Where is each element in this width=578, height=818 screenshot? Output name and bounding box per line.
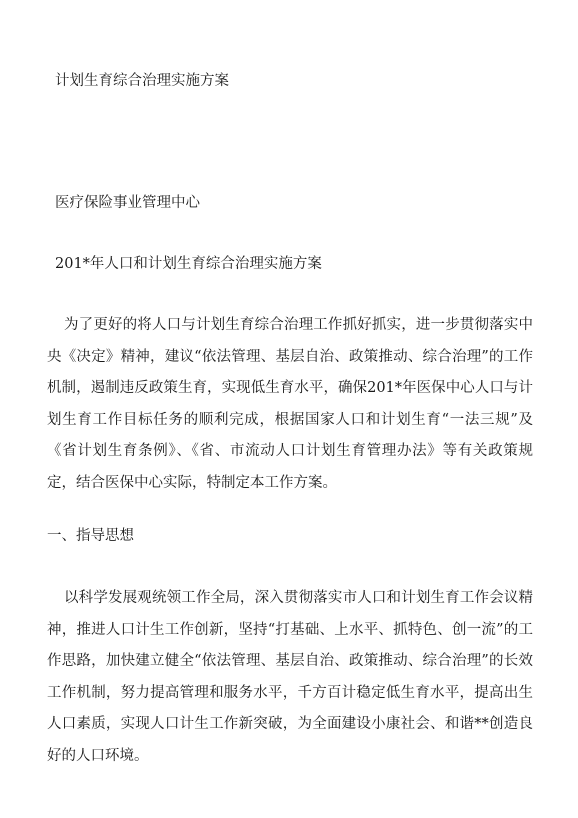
document-subtitle: 201*年人口和计划生育综合治理实施方案	[55, 256, 322, 272]
section-heading: 一、指导思想	[47, 528, 134, 544]
intro-paragraph: 为了更好的将人口与计划生育综合治理工作抓好抓实，进一步贯彻落实中央《决定》精神，建议“依法管理、基层自治、政策推动、综合治理”的工作机制，遏制违反政策生育，实现低生育水平，确保201*年医保中心人口与计划生育工作目标任务的顺利完成，根据国家人口和计划生育“一法三规”及《省计划生育条例》、《省、市流动人口计划生育管理办法》等有关政策规定，结合医保中心实际，特制定本工作方案。	[47, 317, 533, 491]
document-title: 计划生育综合治理实施方案	[55, 73, 229, 89]
organization-name: 医疗保险事业管理中心	[55, 195, 200, 211]
guiding-principle-paragraph: 以科学发展观统领工作全局，深入贯彻落实市人口和计划生育工作会议精神，推进人口计生工作创新，坚持“打基础、上水平、抓特色、创一流”的工作思路，加快建立健全“依法管理、基层自治、政策推动、综合治理”的长效工作机制，努力提高管理和服务水平，千方百计稳定低生育水平，提高出生人口素质，实现人口计生工作新突破，为全面建设小康社会、和谐**创造良好的人口环境。	[47, 590, 533, 764]
